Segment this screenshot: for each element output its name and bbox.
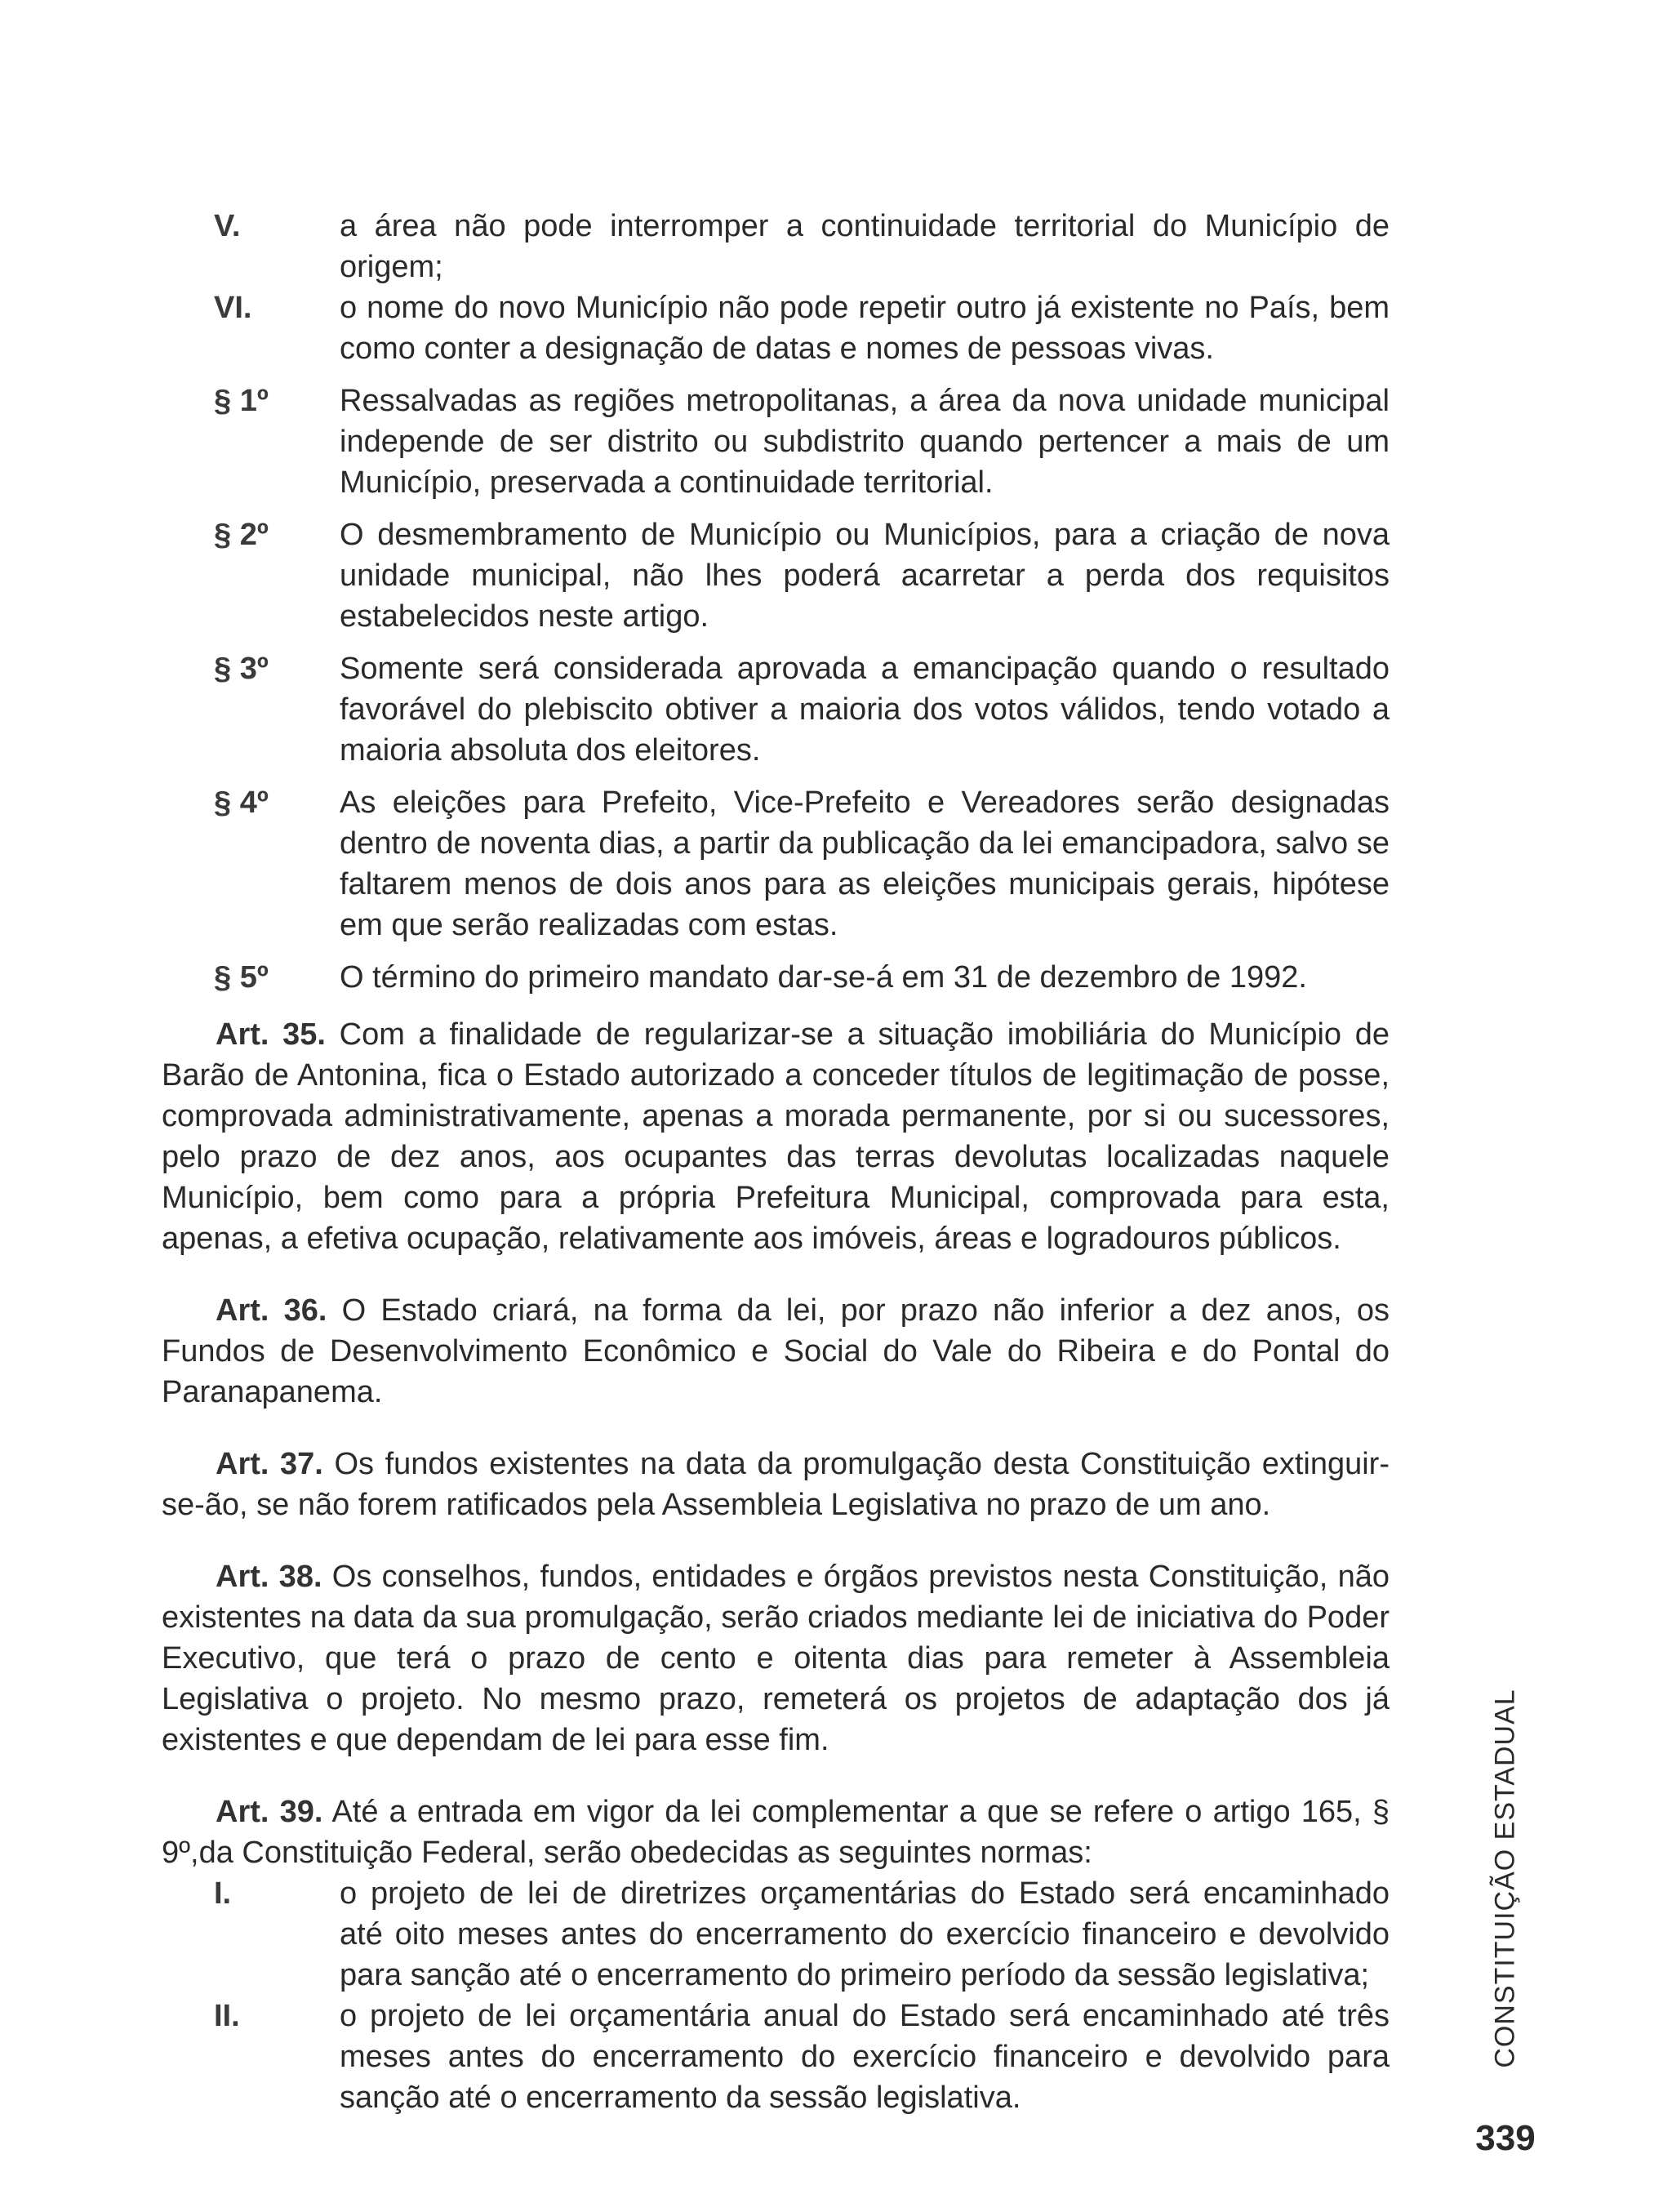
article-38 [162,1556,1390,1760]
list-item [162,1996,1390,2118]
paragraph-text: As eleições para Prefeito, Vice-Prefeito e Vereadores serão designadas dentro de noventa dias, a partir da publicação da lei emancipadora, salvo se faltarem menos de dois anos para as eleições municipais gerais, hipótese em que serão realizadas com estas. [340,786,1390,942]
list-item [162,1873,1390,1996]
article-36 [162,1290,1390,1413]
paragraph-marker: § 5º [214,960,269,995]
paragraph-item [162,514,1390,637]
list-item [162,287,1390,369]
article-label: Art. 38. [216,1560,322,1594]
article-35 [162,1014,1390,1259]
item-marker: II. [214,1999,240,2033]
document-body [162,206,1390,2118]
item-marker: I. [214,1876,232,1911]
article-37 [162,1444,1390,1525]
article-text: Os fundos existentes na data da promulgação desta Constituição extinguir-se-ão, se não forem ratificados pela Assembleia Legislativa no prazo de um ano. [162,1447,1390,1522]
item-text: a área não pode interromper a continuidade territorial do Município de origem; [340,209,1390,284]
article-text: Até a entrada em vigor da lei complementar a que se refere o artigo 165, § 9º,da Constituição Federal, serão obedecidas as seguintes normas: [162,1795,1390,1870]
item-text: o projeto de lei de diretrizes orçamentárias do Estado será encaminhado até oito meses antes do encerramento do exercício financeiro e devolvido para sanção até o encerramento do primeiro período da sessão legislativa; [340,1876,1390,1992]
article-text: Os conselhos, fundos, entidades e órgãos previstos nesta Constituição, não existentes na data da sua promulgação, serão criados mediante lei de iniciativa do Poder Executivo, que terá o prazo de cento e oitenta dias para remeter à Assembleia Legislativa o projeto. No mesmo prazo, remeterá os projetos de adaptação dos já existentes e que dependam de lei para esse fim. [162,1560,1390,1757]
section-title: CONSTITUIÇÃO ESTADUAL [1489,1688,1521,2068]
article-label: Art. 36. [216,1293,327,1328]
article-39 [162,1791,1390,1873]
article-text: O Estado criará, na forma da lei, por prazo não inferior a dez anos, os Fundos de Desenvolvimento Econômico e Social do Vale do Ribeira e do Pontal do Paranapanema. [162,1293,1390,1409]
paragraph-item [162,782,1390,946]
item-text: o nome do novo Município não pode repetir outro já existente no País, bem como conter a designação de datas e nomes de pessoas vivas. [340,291,1390,366]
item-marker: VI. [214,291,252,325]
article-label: Art. 35. [216,1017,326,1052]
article-text: Com a finalidade de regularizar-se a situação imobiliária do Município de Barão de Antonina, fica o Estado autorizado a conceder títulos de legitimação de posse, comprovada administrativamente, apenas a morada permanente, por si ou sucessores, pelo prazo de dez anos, aos ocupantes das terras devolutas localizadas naquele Município, bem como para a própria Prefeitura Municipal, comprovada para esta, apenas, a efetiva ocupação, relativamente aos imóveis, áreas e logradouros públicos. [162,1017,1390,1256]
item-text: o projeto de lei orçamentária anual do Estado será encaminhado até três meses antes do encerramento do exercício financeiro e devolvido para sanção até o encerramento da sessão legislativa. [340,1999,1390,2115]
paragraph-text: Somente será considerada aprovada a emancipação quando o resultado favorável do plebiscito obtiver a maioria dos votos válidos, tendo votado a maioria absoluta dos eleitores. [340,652,1390,768]
paragraph-text: Ressalvadas as regiões metropolitanas, a área da nova unidade municipal independe de ser distrito ou subdistrito quando pertencer a mais de um Município, preservada a continuidade territorial. [340,384,1390,500]
paragraph-marker: § 3º [214,652,269,686]
page-number: 339 [1475,2118,1536,2158]
paragraph-item [162,381,1390,503]
paragraph-marker: § 2º [214,518,269,552]
paragraph-marker: § 4º [214,786,269,820]
article-label: Art. 39. [216,1795,323,1829]
section-sidebar-label [1481,1658,1530,2099]
article-label: Art. 37. [216,1447,323,1481]
paragraph-text: O desmembramento de Município ou Municípios, para a criação de nova unidade municipal, não lhes poderá acarretar a perda dos requisitos estabelecidos neste artigo. [340,518,1390,634]
paragraph-item [162,957,1390,998]
list-item [162,206,1390,287]
paragraph-text: O término do primeiro mandato dar-se-á em 31 de dezembro de 1992. [340,960,1307,995]
paragraph-item [162,648,1390,771]
item-marker: V. [214,209,241,243]
paragraph-marker: § 1º [214,384,269,418]
